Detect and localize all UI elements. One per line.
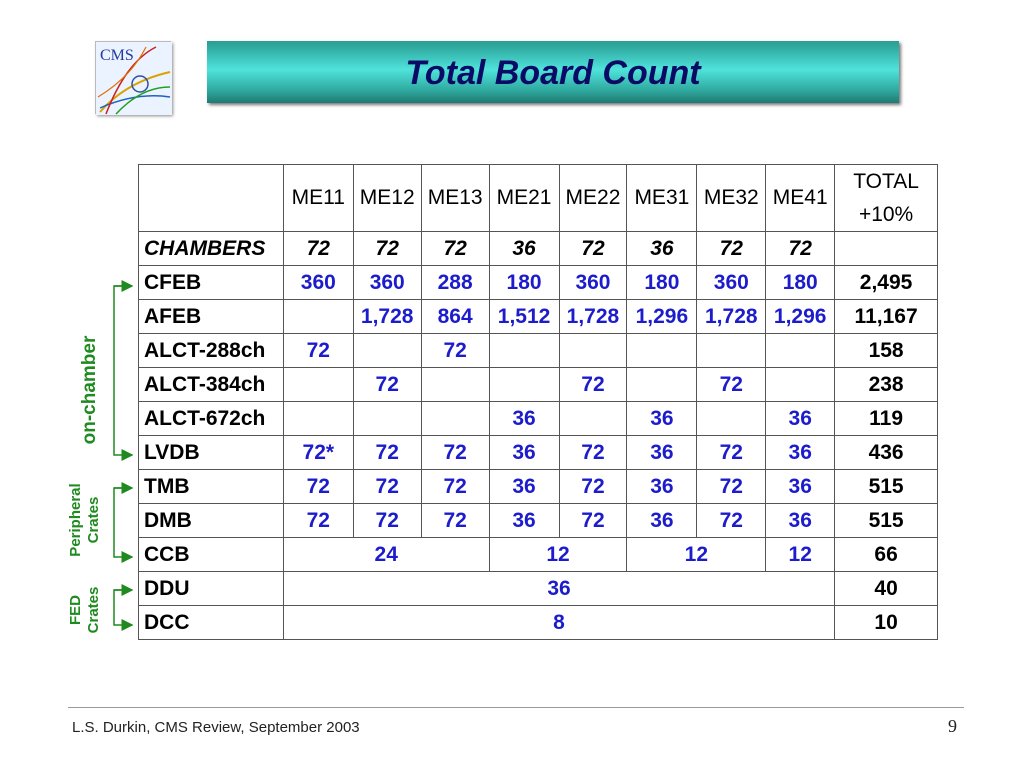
cell: 1,728 [353,300,421,334]
cell: 180 [766,266,835,300]
cell: 72 [421,436,489,470]
cell: 36 [766,504,835,538]
on-chamber-text: on-chamber [79,335,100,445]
table-row-dcc [139,606,938,640]
table-row-ccb [139,538,938,572]
table-row-ddu [139,572,938,606]
col-header: ME32 [697,165,766,232]
cell: 36 [489,504,559,538]
page-title: Total Board Count [405,54,701,92]
cell [283,300,353,334]
cell: 12 [766,538,835,572]
cell: 8 [283,606,834,640]
table-row [139,504,938,538]
peripheral-line2: Crates [85,496,102,544]
cell: 180 [489,266,559,300]
total-cell: 158 [835,334,938,368]
total-header-line2: +10% [858,203,914,226]
cell [559,402,627,436]
cell [835,232,938,266]
cell: 36 [627,504,697,538]
fed-line2: Crates [85,586,102,634]
cell: 864 [421,300,489,334]
table-row [139,470,938,504]
total-cell: 40 [835,572,938,606]
footer-divider [68,707,964,708]
cell: 72 [283,232,353,266]
table-row [139,266,938,300]
cell: 72 [353,504,421,538]
footer-text: L.S. Durkin, CMS Review, September 2003 [72,719,360,736]
cell: 1,728 [697,300,766,334]
total-cell: 515 [835,470,938,504]
cell: 72 [283,504,353,538]
cell [489,368,559,402]
cell: 360 [697,266,766,300]
total-cell: 436 [835,436,938,470]
cell: 72 [421,232,489,266]
cell: 36 [283,572,834,606]
cell: 72 [766,232,835,266]
cell: 12 [627,538,766,572]
total-cell: 515 [835,504,938,538]
cell: 12 [489,538,627,572]
cell: 36 [766,436,835,470]
cell: 36 [766,402,835,436]
total-cell: 119 [835,402,938,436]
cell: 36 [489,232,559,266]
page-number: 9 [948,716,957,736]
cell: 360 [283,266,353,300]
header-row [139,165,938,232]
table-row [139,334,938,368]
cell: 72 [353,368,421,402]
total-header-line1: TOTAL [853,170,919,193]
col-header: ME41 [766,165,835,232]
total-header [835,165,938,232]
cell [697,334,766,368]
row-label: CHAMBERS [139,232,284,266]
col-header: ME22 [559,165,627,232]
cell: 180 [627,266,697,300]
cell: 72 [697,470,766,504]
fed-bracket [114,590,132,625]
cell: 1,296 [627,300,697,334]
cell: 72 [421,334,489,368]
cell: 72 [559,436,627,470]
cell: 36 [627,436,697,470]
peripheral-bracket [114,488,132,557]
cell: 72 [353,232,421,266]
cell [766,368,835,402]
row-label: DMB [139,504,284,538]
row-label: ALCT-384ch [139,368,284,402]
cell: 24 [283,538,489,572]
cell [559,334,627,368]
cell: 72 [559,504,627,538]
cell: 1,728 [559,300,627,334]
cell [421,402,489,436]
cell: 1,512 [489,300,559,334]
cell: 72 [559,470,627,504]
cell: 72 [353,470,421,504]
cell: 36 [489,470,559,504]
cell [353,334,421,368]
cell: 72 [283,334,353,368]
cell: 72* [283,436,353,470]
cell: 36 [766,470,835,504]
cell [489,334,559,368]
cell: 36 [627,402,697,436]
row-label: CFEB [139,266,284,300]
cell [697,402,766,436]
col-header: ME11 [283,165,353,232]
row-label: ALCT-672ch [139,402,284,436]
total-cell: 2,495 [835,266,938,300]
row-label: CCB [139,538,284,572]
cell: 72 [697,436,766,470]
peripheral-line1: Peripheral [67,483,84,557]
logo-text: CMS [100,47,134,64]
total-cell: 11,167 [835,300,938,334]
cell [766,334,835,368]
row-label: TMB [139,470,284,504]
row-label: AFEB [139,300,284,334]
cell [627,334,697,368]
cell [627,368,697,402]
row-label: ALCT-288ch [139,334,284,368]
row-label: LVDB [139,436,284,470]
on-chamber-bracket [114,286,132,455]
col-header: ME21 [489,165,559,232]
cell [421,368,489,402]
cell: 36 [627,470,697,504]
fed-line1: FED [67,595,84,626]
cell [283,368,353,402]
table-row [139,300,938,334]
total-cell: 238 [835,368,938,402]
cell: 288 [421,266,489,300]
cell: 72 [559,368,627,402]
board-count-table [138,164,938,640]
total-cell: 10 [835,606,938,640]
row-label: DDU [139,572,284,606]
corner-cell [139,165,284,232]
cell: 72 [421,504,489,538]
cell: 72 [559,232,627,266]
cell: 360 [559,266,627,300]
table-row [139,436,938,470]
cell [283,402,353,436]
chambers-row [139,232,938,266]
cell: 36 [489,402,559,436]
cell: 72 [283,470,353,504]
data-rows [139,266,938,538]
table-row [139,402,938,436]
cell: 360 [353,266,421,300]
row-label: DCC [139,606,284,640]
cell: 72 [697,368,766,402]
col-header: ME12 [353,165,421,232]
cell: 72 [353,436,421,470]
cell: 72 [421,470,489,504]
cell: 1,296 [766,300,835,334]
cell: 36 [627,232,697,266]
table-row [139,368,938,402]
total-cell: 66 [835,538,938,572]
col-header: ME31 [627,165,697,232]
cell: 36 [489,436,559,470]
col-header: ME13 [421,165,489,232]
cell [353,402,421,436]
cell: 72 [697,504,766,538]
cell: 72 [697,232,766,266]
